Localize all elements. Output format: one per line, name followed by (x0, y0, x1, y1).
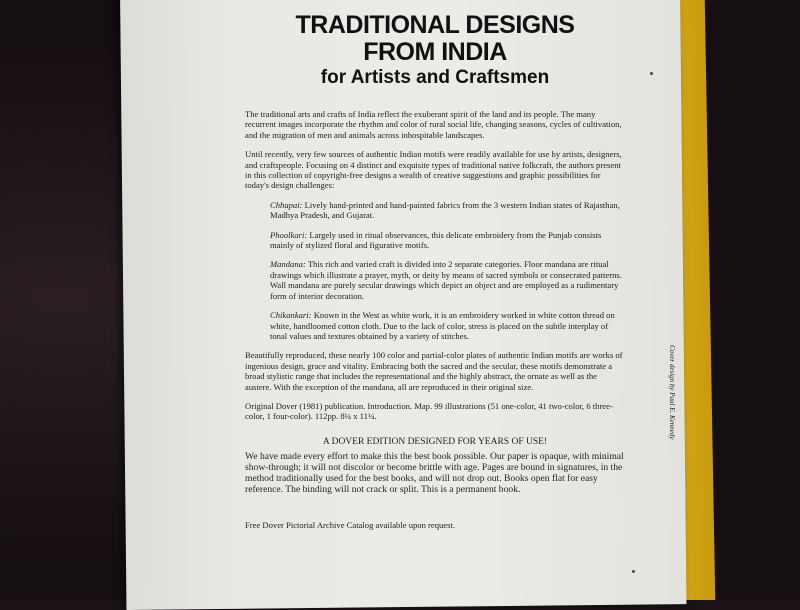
craft-chhapai (270, 200, 625, 221)
cover-credit: Cover design by Paul E. Kennedy (668, 345, 676, 440)
intro-paragraph: The traditional arts and crafts of India reflect the exuberant spirit of the land and its people. The many recurrent images incorporate the rhythm and color of rural social life, changing seasons, cycles of cultivation, and the migration of men and animals across inhospitable landscapes. (245, 109, 622, 140)
cover-text (245, 12, 625, 597)
publication-info: Original Dover (1981) publication. Introduction. Map. 99 illustrations (51 one-color, 41 two-color, 6 three-color, 1 four-color). 112pp. 8¼ x 11¼. (245, 400, 613, 422)
reproduction-paragraph: Beautifully reproduced, these nearly 100 color and partial-color plates of authentic Indian motifs are works of ingenious design, grace and vitality. Embracing both the sacred and the secular, these motifs demonstrate a broad stylistic range that includes the representational and the highly abstract, the ornate as well as the austere. With the exception of the mandana, all are reproduced in their original size. (245, 350, 623, 392)
title-line-1: TRADITIONAL DESIGNS (295, 11, 575, 39)
craft-name: Phoolkari: (270, 229, 308, 240)
sources-paragraph: Until recently, very few sources of authentic Indian motifs were readily available for use by artists, designers, and craftspeople. Focusing on 4 distinct and exquisite types of traditional native folkcraft, the authors present in this collection of copyright-free designs a wealth of creative suggestions and graphic possibilities for today's design challenges: (245, 149, 622, 191)
title-line-2: FROM INDIA (363, 38, 507, 66)
craft-chikankari (270, 310, 625, 341)
edition-paragraph: We have made every effort to make this the best book possible. Our paper is opaque, with minimal show-through; it will not discolor or become brittle with age. Pages are bound in signatures, in the method traditionally used for the best books, and will not drop out. Books open flat for easy reference. The binding will not crack or split. This is a permanent book. (245, 450, 624, 495)
craft-name: Chhapai: (270, 199, 303, 210)
craft-name: Mandana: (270, 259, 306, 270)
craft-phoolkari (270, 230, 625, 251)
craft-mandana (270, 259, 625, 301)
craft-description: Lively hand-printed and hand-painted fabrics from the 3 western Indian states of Rajasthan, Madhya Pradesh, and Gujarat. (270, 199, 620, 221)
subtitle: for Artists and Craftsmen (320, 67, 550, 88)
speck (632, 570, 635, 573)
catalog-note: Free Dover Pictorial Archive Catalog available upon request. (245, 519, 456, 530)
craft-description: Known in the West as white work, it is an embroidery worked in white cotton thread on white, handloomed cotton cloth. Due to the lack of color, stress is placed on the subtle interplay of tonal values and textures obtained by a variety of stitches. (270, 310, 615, 341)
speck (650, 72, 653, 75)
edition-heading: A DOVER EDITION DESIGNED FOR YEARS OF USE! (322, 436, 548, 447)
craft-description: This rich and varied craft is divided into 2 separate categories. Floor mandana are ritual drawings which illustrate a prayer, myth, or deity by means of sacred symbols or consecrated patterns. Wall mandana are purely secular drawings which depict an object and are employed as a rudimentary form of interior decoration. (270, 259, 622, 301)
craft-description: Largely used in ritual observances, this delicate embroidery from the Punjab consists mainly of stylized floral and figurative motifs. (270, 229, 602, 251)
craft-name: Chikankari: (270, 310, 312, 321)
